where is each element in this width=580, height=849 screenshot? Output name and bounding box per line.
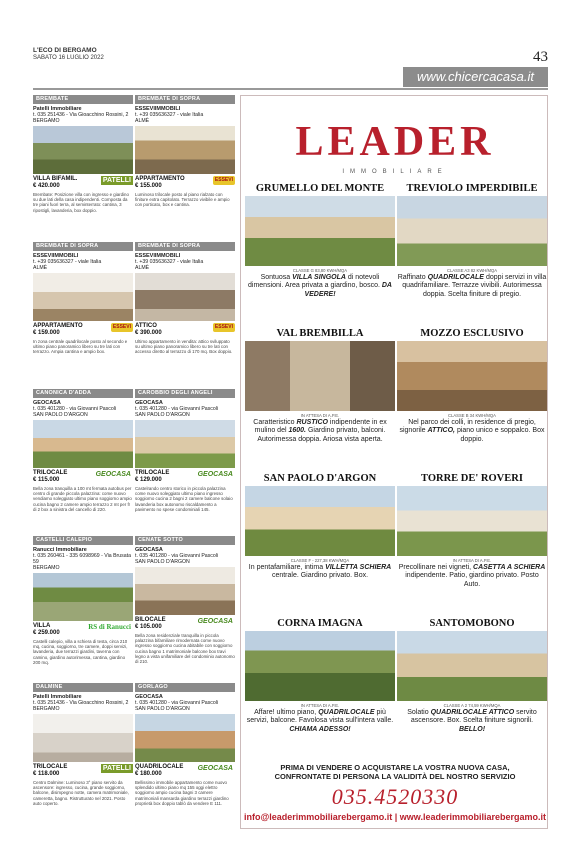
- listing-card[interactable]: [135, 389, 235, 536]
- listing-price: € 115.000: [33, 477, 60, 483]
- listing-price-block: [33, 623, 133, 637]
- agency-city: SAN PAOLO D'ARGON: [135, 559, 190, 565]
- listing-type: VILLA BIFAMIL.: [33, 176, 78, 182]
- agency-name: ESSEVIIMMOBILI: [135, 253, 181, 259]
- agency-contact: t. 035 401280 - via Giovanni Pascoli: [33, 406, 117, 412]
- agency-name: Patelli Immobiliare: [33, 106, 82, 112]
- listing-type: TRILOCALE: [135, 470, 170, 476]
- leader-ad: [240, 95, 548, 829]
- listing-card[interactable]: [33, 683, 133, 830]
- text-highlight: VILLETTA SCHIERA: [325, 564, 392, 571]
- agency-info: [135, 547, 235, 565]
- listing-price: € 390.000: [135, 330, 162, 336]
- text-highlight: CHIAMA ADESSO!: [289, 725, 351, 733]
- listing-photo[interactable]: [135, 714, 235, 762]
- listing-price: € 118.000: [33, 771, 60, 777]
- listing-photo[interactable]: [245, 486, 395, 556]
- text-part: più servizi, balcone. Favolosa vista sull'intera valle.: [246, 709, 394, 725]
- listing-price: € 259.000: [33, 630, 60, 636]
- listing-cell[interactable]: [397, 471, 547, 589]
- listing-title: MOZZO ESCLUSIVO: [420, 328, 524, 339]
- listing-zone-tag: CENATE SOTTO: [135, 536, 235, 545]
- listing-photo[interactable]: [33, 573, 133, 621]
- listing-price-block: [135, 176, 235, 190]
- text-part: indipendente. Patio, giardino privato. Posto Auto.: [405, 572, 539, 588]
- text-part: Nel parco dei colli, in residence di pregio, signorile: [399, 419, 536, 435]
- listing-description: Bellissimo immobile appartamento come nuovo splendido ultimo piano mq 155 oggi elettro soggiorno ampio cucina bagni 3 camere matrimoniali mansarda giardino terrazzi giardino proprietà box doppio tablò da vendere E 111.: [135, 780, 229, 806]
- listing-zone-tag: BREMBATE: [33, 95, 133, 104]
- agency-info: [135, 253, 235, 271]
- listing-price-block: [33, 764, 133, 778]
- publication-info: [33, 47, 104, 62]
- agency-contact: t. 035 401280 - via Giovanni Pascoli: [135, 406, 219, 412]
- listing-description: Ultimo appartamento in vendita: attico sviluppato su ultimo piano panoramico libero su tre lati con accesso diretto al terrazzo di 170 mq. Box doppio.: [135, 339, 233, 355]
- listing-photo[interactable]: [33, 126, 133, 174]
- listing-description: Castelli calepio, villa a schiera di testa, circa 210 mq, cucina, soggiorno, tre camere, doppi servizi, lavanderia, due terrazzi giardini, taverna con camino, giardino autorimessa, cantina, giardino 200 mq.: [33, 639, 128, 665]
- listing-text: [397, 564, 547, 589]
- listing-type: APPARTAMENTO: [33, 323, 83, 329]
- listing-type: QUADRILOCALE: [135, 764, 184, 770]
- footer-line-2: CONFRONTATE DI PERSONA LA VALIDITÀ DEL NOSTRO SERVIZIO: [274, 772, 516, 781]
- listing-zone-tag: DALMINE: [33, 683, 133, 692]
- leader-logo: LEADER: [295, 119, 495, 165]
- listing-type: TRILOCALE: [33, 470, 68, 476]
- agency-info: [33, 253, 133, 271]
- agency-contact: t. +39 035636327 - viale Italia: [135, 112, 204, 118]
- text-highlight: QUADRILOCALE ATTICO: [430, 709, 515, 716]
- listing-title: TREVIOLO IMPERDIBILE: [406, 183, 538, 194]
- energy-class: IN ATTESA DI A.P.E.: [300, 413, 340, 418]
- agency-logo: GEOCASA: [95, 471, 131, 478]
- listing-title: TORRE DE' ROVERI: [421, 473, 523, 484]
- header-rule: [33, 88, 548, 90]
- text-highlight: VILLA SINGOLA: [292, 274, 346, 281]
- listing-description: Bella zona residenziale tranquilla in piccola palazzina bifamiliare rimodernata come nuovo ingresso soggiorno cucina abitabile con soggiorno cucina bagno 1 matrimoniale balcone box travi legno a vista unifamiliare del condominio autonomo di 210.: [135, 633, 235, 665]
- listing-photo[interactable]: [33, 714, 133, 762]
- leader-footer: [241, 763, 549, 822]
- energy-class: CLASSE F - 227,38 KWH/MQA: [290, 558, 350, 563]
- text-part: Caratteristico: [253, 419, 297, 426]
- agency-city: BERGAMO: [33, 565, 60, 571]
- agency-name: ESSEVIIMMOBILI: [33, 253, 79, 259]
- listing-description: In zona centrale quadrilocale posto al secondo e ultimo piano panoramico libero su tre lati con terrazzo. Ampia cantina e ampio box.: [33, 339, 128, 355]
- listing-card[interactable]: [33, 536, 133, 683]
- agency-contact: t. +39 035636327 - viale Italia: [33, 259, 102, 265]
- listing-photo[interactable]: [245, 196, 395, 266]
- text-highlight: QUADRILOCALE: [427, 274, 484, 281]
- listing-description: Bella zona tranquilla a 100 mt fermata autobus per centro di grande piccola palazzina: come nuovo vendiamo soleggiato ultimo piano soggiorno ampio cucina bagno 2 camere ampio terrazzo 2 mt per fr di 2 box a sinistra del cancello di 220.: [33, 486, 132, 512]
- listing-photo[interactable]: [135, 420, 235, 468]
- footer-phone[interactable]: 035.4520330: [331, 784, 459, 809]
- agency-city: SAN PAOLO D'ARGON: [135, 412, 190, 418]
- agency-contact: t. 035 401280 - via Giovanni Pascoli: [135, 553, 219, 559]
- listing-price-block: [135, 323, 235, 337]
- listing-cell[interactable]: [245, 181, 395, 299]
- footer-line-1: PRIMA DI VENDERE O ACQUISTARE LA VOSTRA NUOVA CASA,: [280, 763, 510, 772]
- listing-card[interactable]: [33, 242, 133, 389]
- text-part: Raffinato: [397, 274, 428, 281]
- listing-price-block: [135, 470, 235, 484]
- text-part: Precollinare nei vigneti,: [398, 564, 474, 571]
- listing-text: [245, 274, 395, 299]
- text-part: Affare! ultimo piano,: [254, 709, 319, 716]
- listing-price: € 159.000: [33, 330, 60, 336]
- agency-logo: ESSEVI: [214, 324, 233, 330]
- agency-info: [33, 547, 133, 571]
- text-part: doppi servizi in villa quadrifamiliare. Terrazze vivibili.: [402, 274, 547, 290]
- agency-logo: PATELLI: [102, 765, 131, 772]
- listing-photo[interactable]: [397, 341, 547, 411]
- energy-class: CLASSE B 34 KWH/MQA: [448, 413, 496, 418]
- agency-contact: t. 035 251436 - Via Gioacchino Rossini, 2: [33, 112, 129, 118]
- listing-type: VILLA: [33, 623, 51, 629]
- listing-cell[interactable]: [245, 471, 395, 581]
- agency-logo: ESSEVI: [214, 177, 233, 183]
- listing-text: [397, 709, 547, 734]
- text-part: indipendente in ex mulino del: [254, 419, 387, 435]
- listing-zone-tag: GORLAGO: [135, 683, 235, 692]
- listing-photo[interactable]: [397, 631, 547, 701]
- listing-description: Centro Dalmine: Luminoso 3° piano servito da ascensore: ingresso, cucina, grande soggiorno, balcone, disimpegno notte, camera matrimoniale, cameretta, bagno. Ristrutturato nel 2021. Posto auto coperto.: [33, 780, 129, 806]
- text-part: centrale. Giardino privato. Box.: [271, 572, 369, 580]
- listing-photo[interactable]: [33, 273, 133, 321]
- leader-subtitle: IMMOBILIARE: [342, 169, 448, 175]
- agency-info: [33, 106, 133, 124]
- listing-card[interactable]: [135, 95, 235, 242]
- listing-photo[interactable]: [397, 196, 547, 266]
- text-highlight: BELLO!: [458, 725, 486, 733]
- listing-zone-tag: CANONICA D'ADDA: [33, 389, 133, 398]
- listing-description: Luminoso trilocale posto al piano rialzato con finiture extra capitolato. Terrazzo vivibile e ampio con porticato, box e cantina.: [135, 192, 230, 208]
- agency-info: [135, 400, 235, 418]
- listing-cell[interactable]: [397, 326, 547, 444]
- text-part: Solatio: [407, 709, 431, 716]
- text-part: servito ascensore. Box. Scelta finiture signorili.: [410, 709, 537, 725]
- text-highlight: RUSTICO: [296, 419, 328, 426]
- text-part: In pentafamiliare, intima: [248, 564, 326, 571]
- listing-title: VAL BREMBILLA: [276, 328, 364, 339]
- agency-name: GEOCASA: [33, 400, 61, 406]
- footer-contacts[interactable]: info@leaderimmobiliarebergamo.it | www.leaderimmobiliarebergamo.it: [243, 812, 547, 822]
- listing-photo[interactable]: [397, 486, 547, 556]
- agency-contact: t. 035 251436 - Via Gioacchino Rossini, 2: [33, 700, 129, 706]
- listing-type: ATTICO: [135, 323, 157, 329]
- listing-text: [397, 419, 547, 444]
- site-banner-link[interactable]: www.chicercacasa.it: [403, 67, 548, 87]
- listing-text: [245, 419, 395, 444]
- agency-logo: ESSEVI: [112, 324, 131, 330]
- agency-logo: GEOCASA: [197, 618, 233, 625]
- text-part: di notevoli dimensioni. Area privata a giardino, bosco.: [248, 274, 382, 290]
- listing-cell[interactable]: [245, 326, 395, 444]
- listing-title: SANTOMOBONO: [429, 618, 515, 629]
- listing-zone-tag: BREMBATE DI SOPRA: [135, 95, 235, 104]
- listing-price-block: [33, 323, 133, 337]
- listing-price-block: [135, 764, 235, 778]
- listing-text: [245, 564, 395, 581]
- text-highlight: 1600.: [288, 427, 306, 435]
- listing-price: € 129.000: [135, 477, 162, 483]
- agency-contact: t. +39 035636327 - viale Italia: [135, 259, 204, 265]
- energy-class: CLASSE G 83,80 KWH/MQA: [292, 268, 348, 273]
- agency-city: BERGAMO: [33, 706, 60, 712]
- listing-description: Brembate: Posizione villa con ingresso e giardino su due lati della casa indipendenti. Composta da tre piani fuori terra, al seminterrato: cantina, 3 ripostigli, lavanderia, box doppio.: [33, 192, 129, 213]
- text-highlight: ATTICO,: [427, 427, 455, 435]
- agency-info: [135, 694, 235, 712]
- agency-logo: GEOCASA: [197, 471, 233, 478]
- agency-name: GEOCASA: [135, 694, 163, 700]
- listing-price: € 155.000: [135, 183, 162, 189]
- agency-name: GEOCASA: [135, 400, 163, 406]
- listing-card[interactable]: [135, 683, 235, 830]
- agency-city: SAN PAOLO D'ARGON: [135, 706, 190, 712]
- text-highlight: CASETTA A SCHIERA: [473, 564, 546, 571]
- listing-photo[interactable]: [245, 341, 395, 411]
- listing-photo[interactable]: [135, 273, 235, 321]
- agency-city: ALMÈ: [33, 265, 48, 271]
- agency-info: [33, 400, 133, 418]
- listing-type: TRILOCALE: [33, 764, 68, 770]
- agency-contact: t. 035 401280 - via Giovanni Pascoli: [135, 700, 219, 706]
- listing-zone-tag: BREMBATE DI SOPRA: [33, 242, 133, 251]
- listing-title: CORNA IMAGNA: [277, 618, 363, 629]
- listing-price: € 420.000: [33, 183, 60, 189]
- text-highlight: DA VEDERE!: [304, 282, 392, 298]
- listing-zone-tag: CASTELLI CALEPIO: [33, 536, 133, 545]
- agency-city: SAN PAOLO D'ARGON: [33, 412, 88, 418]
- listing-description: Castelrando centro storico in piccola palazzina come nuovo soleggiato ultimo piano ingresso soggiorno cucina 2 bagni 2 camere balcone solaio lavanderia box autonomo riscaldamento a pavimento no spese condominiali 145.: [135, 486, 233, 512]
- listing-card[interactable]: [135, 242, 235, 389]
- listing-text: [397, 274, 547, 299]
- listing-cell[interactable]: [397, 616, 547, 734]
- energy-class: IN ATTESA DI A.P.E.: [300, 703, 340, 708]
- listing-photo[interactable]: [245, 631, 395, 701]
- text-part: piano unico e soppalco. Box doppio.: [456, 427, 545, 443]
- text-part: Autorimessa doppia. Scelta finiture di pregio.: [422, 282, 542, 298]
- agency-info: [33, 694, 133, 712]
- publication-date: SABATO 16 LUGLIO 2022: [33, 55, 104, 61]
- agency-city: BERGAMO: [33, 118, 60, 124]
- listing-card[interactable]: [33, 95, 133, 242]
- listing-price: € 180.000: [135, 771, 162, 777]
- listing-title: SAN PAOLO D'ARGON: [263, 473, 377, 484]
- listing-photo[interactable]: [135, 567, 235, 615]
- text-highlight: QUADRILOCALE: [318, 709, 375, 716]
- agency-name: ESSEVIIMMOBILI: [135, 106, 181, 112]
- agency-city: ALMÈ: [135, 118, 150, 124]
- energy-class: CLASSE A3 82 KWH/MQA: [446, 268, 498, 273]
- agency-name: GEOCASA: [135, 547, 163, 553]
- listing-cell[interactable]: [397, 181, 547, 299]
- listing-title: GRUMELLO DEL MONTE: [255, 183, 385, 194]
- listing-zone-tag: BREMBATE DI SOPRA: [135, 242, 235, 251]
- listing-price: € 105.000: [135, 624, 162, 630]
- listing-type: BILOCALE: [135, 617, 166, 623]
- agency-logo: GEOCASA: [197, 765, 233, 772]
- listing-zone-tag: CAROBBIO DEGLI ANGELI: [135, 389, 235, 398]
- listing-price-block: [33, 470, 133, 484]
- agency-name: Patelli Immobiliare: [33, 694, 82, 700]
- agency-contact: t. 035 260461 - 335 6098969 - Via Brusata 59: [33, 553, 131, 565]
- agency-city: ALMÈ: [135, 265, 150, 271]
- listing-photo[interactable]: [135, 126, 235, 174]
- text-part: Giardino privato, balconi. Autorimessa doppia. Ariosa vista aperta.: [257, 427, 386, 443]
- text-part: Sontuosa: [260, 274, 293, 281]
- listing-card[interactable]: [33, 389, 133, 536]
- listing-type: APPARTAMENTO: [135, 176, 185, 182]
- listing-cell[interactable]: [245, 616, 395, 734]
- listing-price-block: [33, 176, 133, 190]
- agency-logo: RS di Ranucci: [88, 623, 131, 631]
- listing-card[interactable]: [135, 536, 235, 683]
- listing-text: [245, 709, 395, 734]
- publication-name: L'ECO DI BERGAMO: [33, 47, 97, 54]
- page-number: 43: [533, 49, 548, 65]
- energy-class: CLASSE A 2 74,59 KWH/MQA: [443, 703, 501, 708]
- energy-class: IN ATTESA DI A.P.E.: [452, 558, 492, 563]
- listing-price-block: [135, 617, 235, 631]
- agency-logo: PATELLI: [102, 177, 131, 184]
- agency-info: [135, 106, 235, 124]
- agency-name: Ranucci Immobiliare: [33, 547, 87, 553]
- listing-photo[interactable]: [33, 420, 133, 468]
